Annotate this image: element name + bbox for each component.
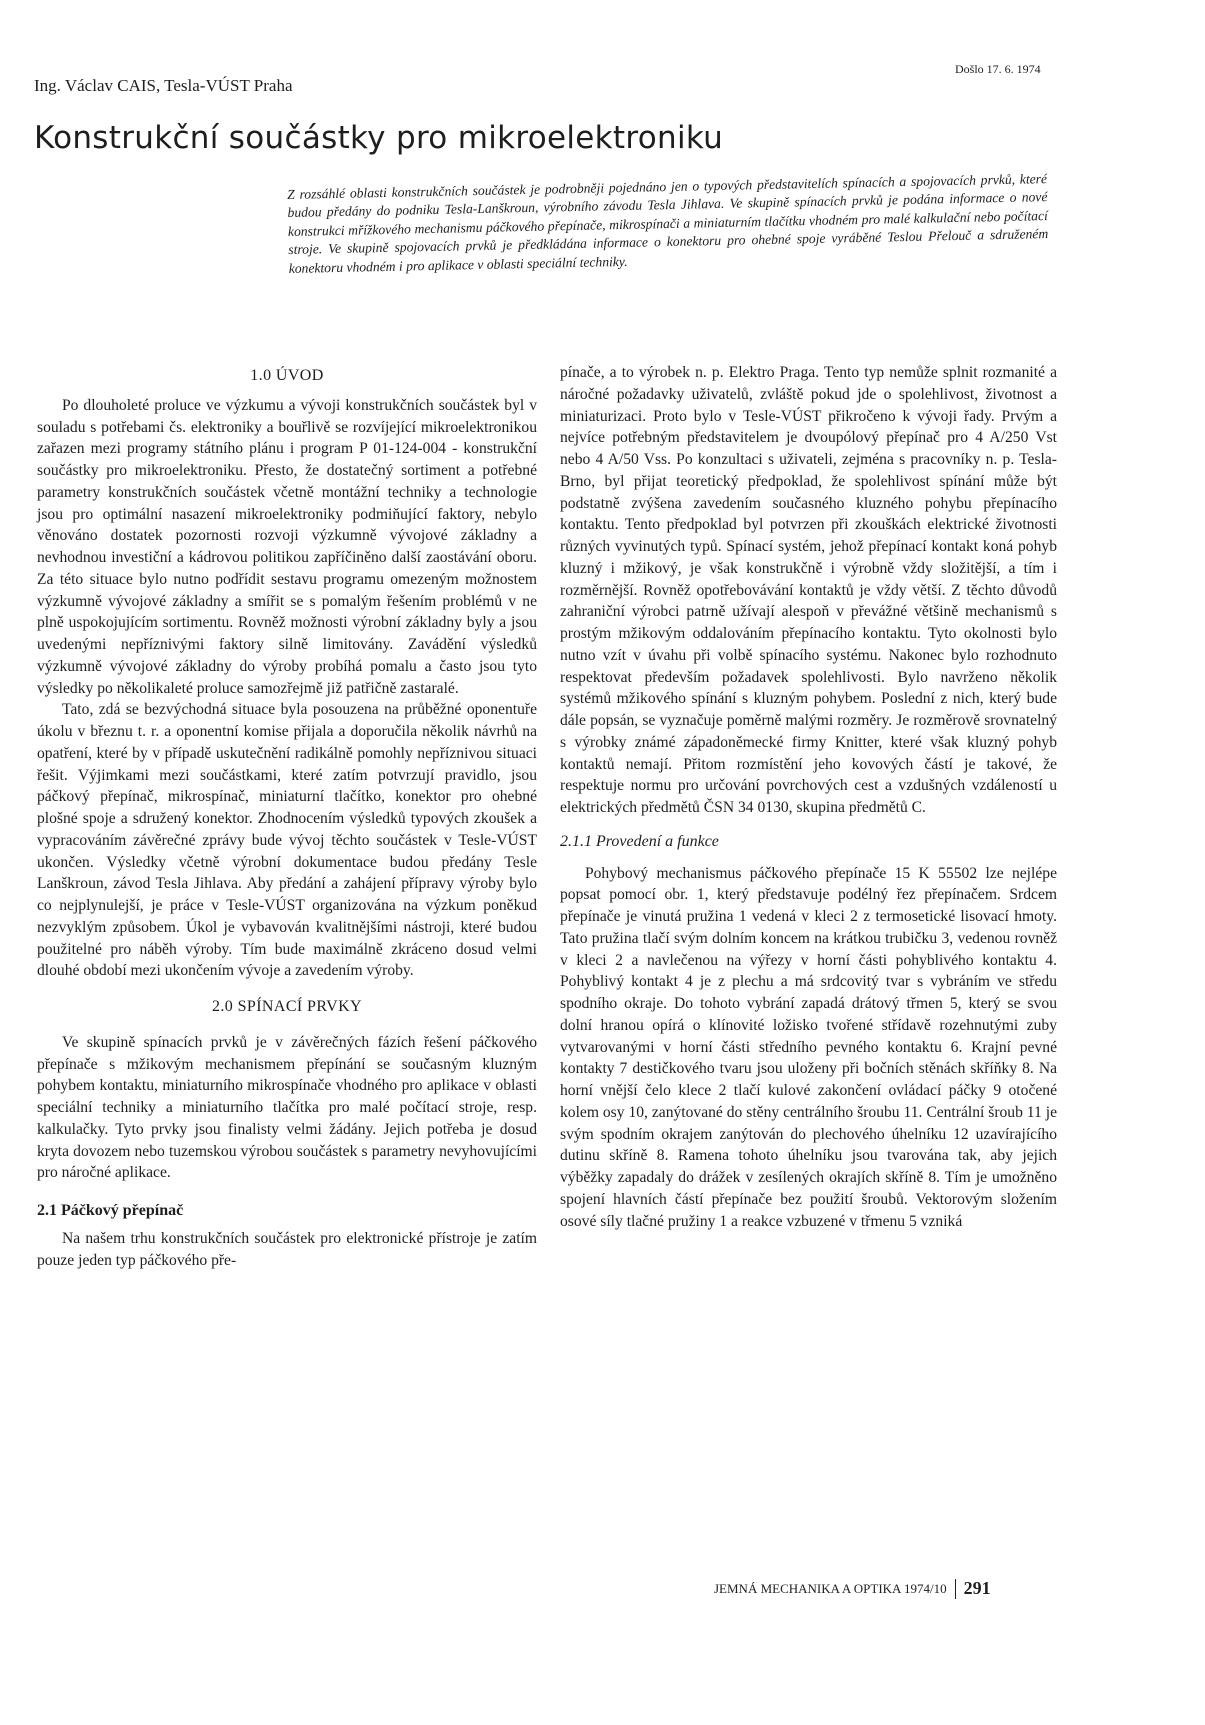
abstract: Z rozsáhlé oblasti konstrukčních součástek je podrobněji pojednáno jen o typových představitelích spínacích a spojovacích prvků, které budou předány do podniku Tesla-Lanškroun, výrobního závodu Tesla Jihlava. Ve skupině spínacích prvků je podána informace o nové konstrukci mřížkového mechanismu páčkového přepínače, mikrospínači a miniaturním tlačítku vhodném pro malé kalkulační nebo počítací stroje. Ve skupině spojovacích prvků je předkládána informace o konektoru pro ohebné spoje vyráběné Teslou Přelouč a sdruženém konektoru vhodném i pro aplikace v oblasti speciální techniky. <box>287 171 1049 276</box>
subsection-heading-lever-switch: 2.1 Páčkový přepínač <box>37 1202 184 1219</box>
page-footer <box>714 1578 991 1599</box>
right-column <box>560 362 1057 1232</box>
received-date: Došlo 17. 6. 1974 <box>955 62 1041 76</box>
left-column <box>37 365 537 1271</box>
paragraph: Na našem trhu konstrukčních součástek pro elektronické přístroje je zatím pouze jeden typ páčkového pře- <box>37 1229 537 1269</box>
page-number: 291 <box>963 1578 991 1598</box>
footer-divider <box>955 1579 956 1599</box>
subsection-heading-design: 2.1.1 Provedení a funkce <box>560 832 719 850</box>
author-line: Ing. Václav CAIS, Tesla-VÚST Praha <box>34 76 293 95</box>
journal-name: JEMNÁ MECHANIKA A OPTIKA 1974/10 <box>714 1580 947 1596</box>
paragraph: Po dlouholeté proluce ve výzkumu a vývoji konstrukčních součástek byl v souladu s potřebami čs. elektroniky a bouřlivě se rozvíjející mikroelektronikou zařazen mezi programy státního plánu i program P 01-124-004 - konstrukční součástky pro mikroelektroniku. Přesto, že dostatečný sortiment a potřebné parametry konstrukčních součástek včetně montážní techniky a technologie jsou pro optimální nasazení mikroelektroniky podmiňující faktory, nebylo věnováno dostatek pozornosti rozvoji výzkumně vývojové základny a nevhodnou investiční a kádrovou politikou zapříčiněno další zaostávání oboru. Za této situace bylo nutno podřídit sestavu programu omezeným možnostem výzkumně vývojové základny a smířit se s pomalým řešením problémů v ne plně uspokojujícím sortimentu. Rovněž možnosti výrobní základny byly a jsou uvedenými nepříznivými faktory silně limitovány. Zavádění výsledků výzkumně vývojové základny do výroby probíhá pomalu a často jsou tyto výsledky po několikaleté proluce samozřejmě již patřičně zastaralé. <box>37 396 537 697</box>
article-title: Konstrukční součástky pro mikroelektroniku <box>34 120 724 156</box>
paragraph: Tato, zdá se bezvýchodná situace byla posouzena na průběžné oponentuře úkolu v březnu t. r. a oponentní komise přijala a doporučila několik návrhů na opatření, které by v případě uskutečnění radikálně pomohly nepříznivou situaci řešit. Výjimkami mezi součástkami, které zatím potvrzují pravidlo, jsou páčkový přepínač, mikrospínač, miniaturní tlačítko, konektor pro ohebné plošné spoje a sdružený konektor. Zhodnocením výsledků typových zkoušek a vypracováním závěrečné zprávy bude vývoj těchto součástek v Tesle-VÚST ukončen. Výsledky včetně výrobní dokumentace budou předány Tesle Lanškroun, závod Tesla Jihlava. Aby předání a zahájení přípravy výroby bylo co nejplynulejší, je práce v Tesle-VÚST organizována na výzkum poněkud nezvyklým způsobem. Úkol je vybavován kvalitnějšími nástroji, které budou použitelné pro náběh výroby. Tím bude maximálně zkráceno dosud velmi dlouhé období mezi ukončením vývoje a zavedením výroby. <box>37 701 537 980</box>
paragraph: Ve skupině spínacích prvků je v závěrečných fázích řešení páčkového přepínače s mžikovým mechanismem přepínání se současným kluzným pohybem kontaktu, miniaturního mikrospínače vhodného pro aplikace v oblasti speciální techniky a miniaturního tlačítka pro malé počítací stroje, resp. kalkulačky. Tyto prvky jsou finalisty velmi žádány. Jejich potřeba je dosud kryta dovozem nebo tuzemskou výrobou součástek s parametry nevyhovujícími pro náročné aplikace. <box>37 1033 537 1182</box>
section-heading-intro: 1.0 ÚVOD <box>250 367 324 384</box>
paragraph: Pohybový mechanismus páčkového přepínače 15 K 55502 lze nejlépe popsat pomocí obr. 1, který představuje podélný řez přepínačem. Srdcem přepínače je vinutá pružina 1 vedená v kleci 2 z termosetické lisovací hmoty. Tato pružina tlačí svým dolním koncem na krátkou trubičku 3, vedenou rovněž v kleci 2 a navlečenou na výřezy v horní části pohyblivého kontaktu 4. Pohyblivý kontakt 4 je z plechu a má srdcovitý tvar s vybráním ve středu spodního okraje. Do tohoto vybrání zapadá drátový třmen 5, který se svou dolní hranou opírá o klínovité ložisko tvořené střídavě rozehnutými zuby vytvarovanými v horní části středního pevného kontaktu 6. Krajní pevné kontakty 7 destičkového tvaru jsou uloženy při bočních stěnách skříňky 8. Na horní vnější čelo klece 2 tlačí kulové zakončení ovládací páčky 9 otočené kolem osy 10, zanýtované do stěny centrálního šroubu 11. Centrální šroub 11 je svým spodním okrajem zanýtován do plechového úhelníku 12 uzavírajícího dutinu skříně 8. Ramena tohoto úhelníku jsou tvarována tak, aby jejich výběžky zapadaly do drážek v zesílených okrajích skříně 8. Tím je umožněno spojení hlavních částí přepínače bez použití šroubů. Vektorovým složením osové síly tlačné pružiny 1 a reakce vzbuzené v třmenu 5 vzniká <box>560 864 1057 1230</box>
paragraph: pínače, a to výrobek n. p. Elektro Praga. Tento typ nemůže splnit rozmanité a náročné požadavky uživatelů, zvláště pokud jde o spolehlivost, životnost a miniaturizaci. Proto bylo v Tesle-VÚST přikročeno k vývoji řady. Prvým a nejvíce potřebným představitelem je dvoupólový přepínač pro 4 A/250 Vst nebo 4 A/50 Vss. Po konzultaci s uživateli, zejména s pracovníky n. p. Tesla-Brno, byl přijat teoretický předpoklad, že spolehlivost spínání může být podstatně zvýšena zavedením současného kluzného pohybu přepínacího kontaktu. Tento předpoklad byl potvrzen při zkouškách elektrické životnosti různých vyvinutých typů. Spínací systém, jehož přepínací kontakt koná pohyb kluzný i mžikový, je však konstrukčně i výrobně vždy složitější, a tím i rozměrnější. Rovněž opotřebovávání kontaktů je vždy větší. Z těchto důvodů zahraniční výrobci patrně užívají alespoň v převážné většině mechanismů s prostým mžikovým oddalováním přepínacího kontaktu. Tyto okolnosti bylo nutno vzít v úvahu při volbě spínacího systému. Nakonec bylo rozhodnuto respektovat především požadavek spolehlivosti. Bylo navrženo několik systémů mžikového spínání s kluzným pohybem. Poslední z nich, který bude dále popsán, se vyznačuje poměrně malými rozměry. Je rozměrově srovnatelný s výrobky známé západoněmecké firmy Knitter, které však kluzný pohyb kontaktů nemají. Přitom rozmístění jeho kovových částí je takové, že respektuje normu pro určování povrchových cest a vzdušných vzdáleností u elektrických předmětů ČSN 34 0130, skupina předmětů C. <box>560 364 1057 816</box>
section-heading-switching: 2.0 SPÍNACÍ PRVKY <box>212 998 362 1015</box>
